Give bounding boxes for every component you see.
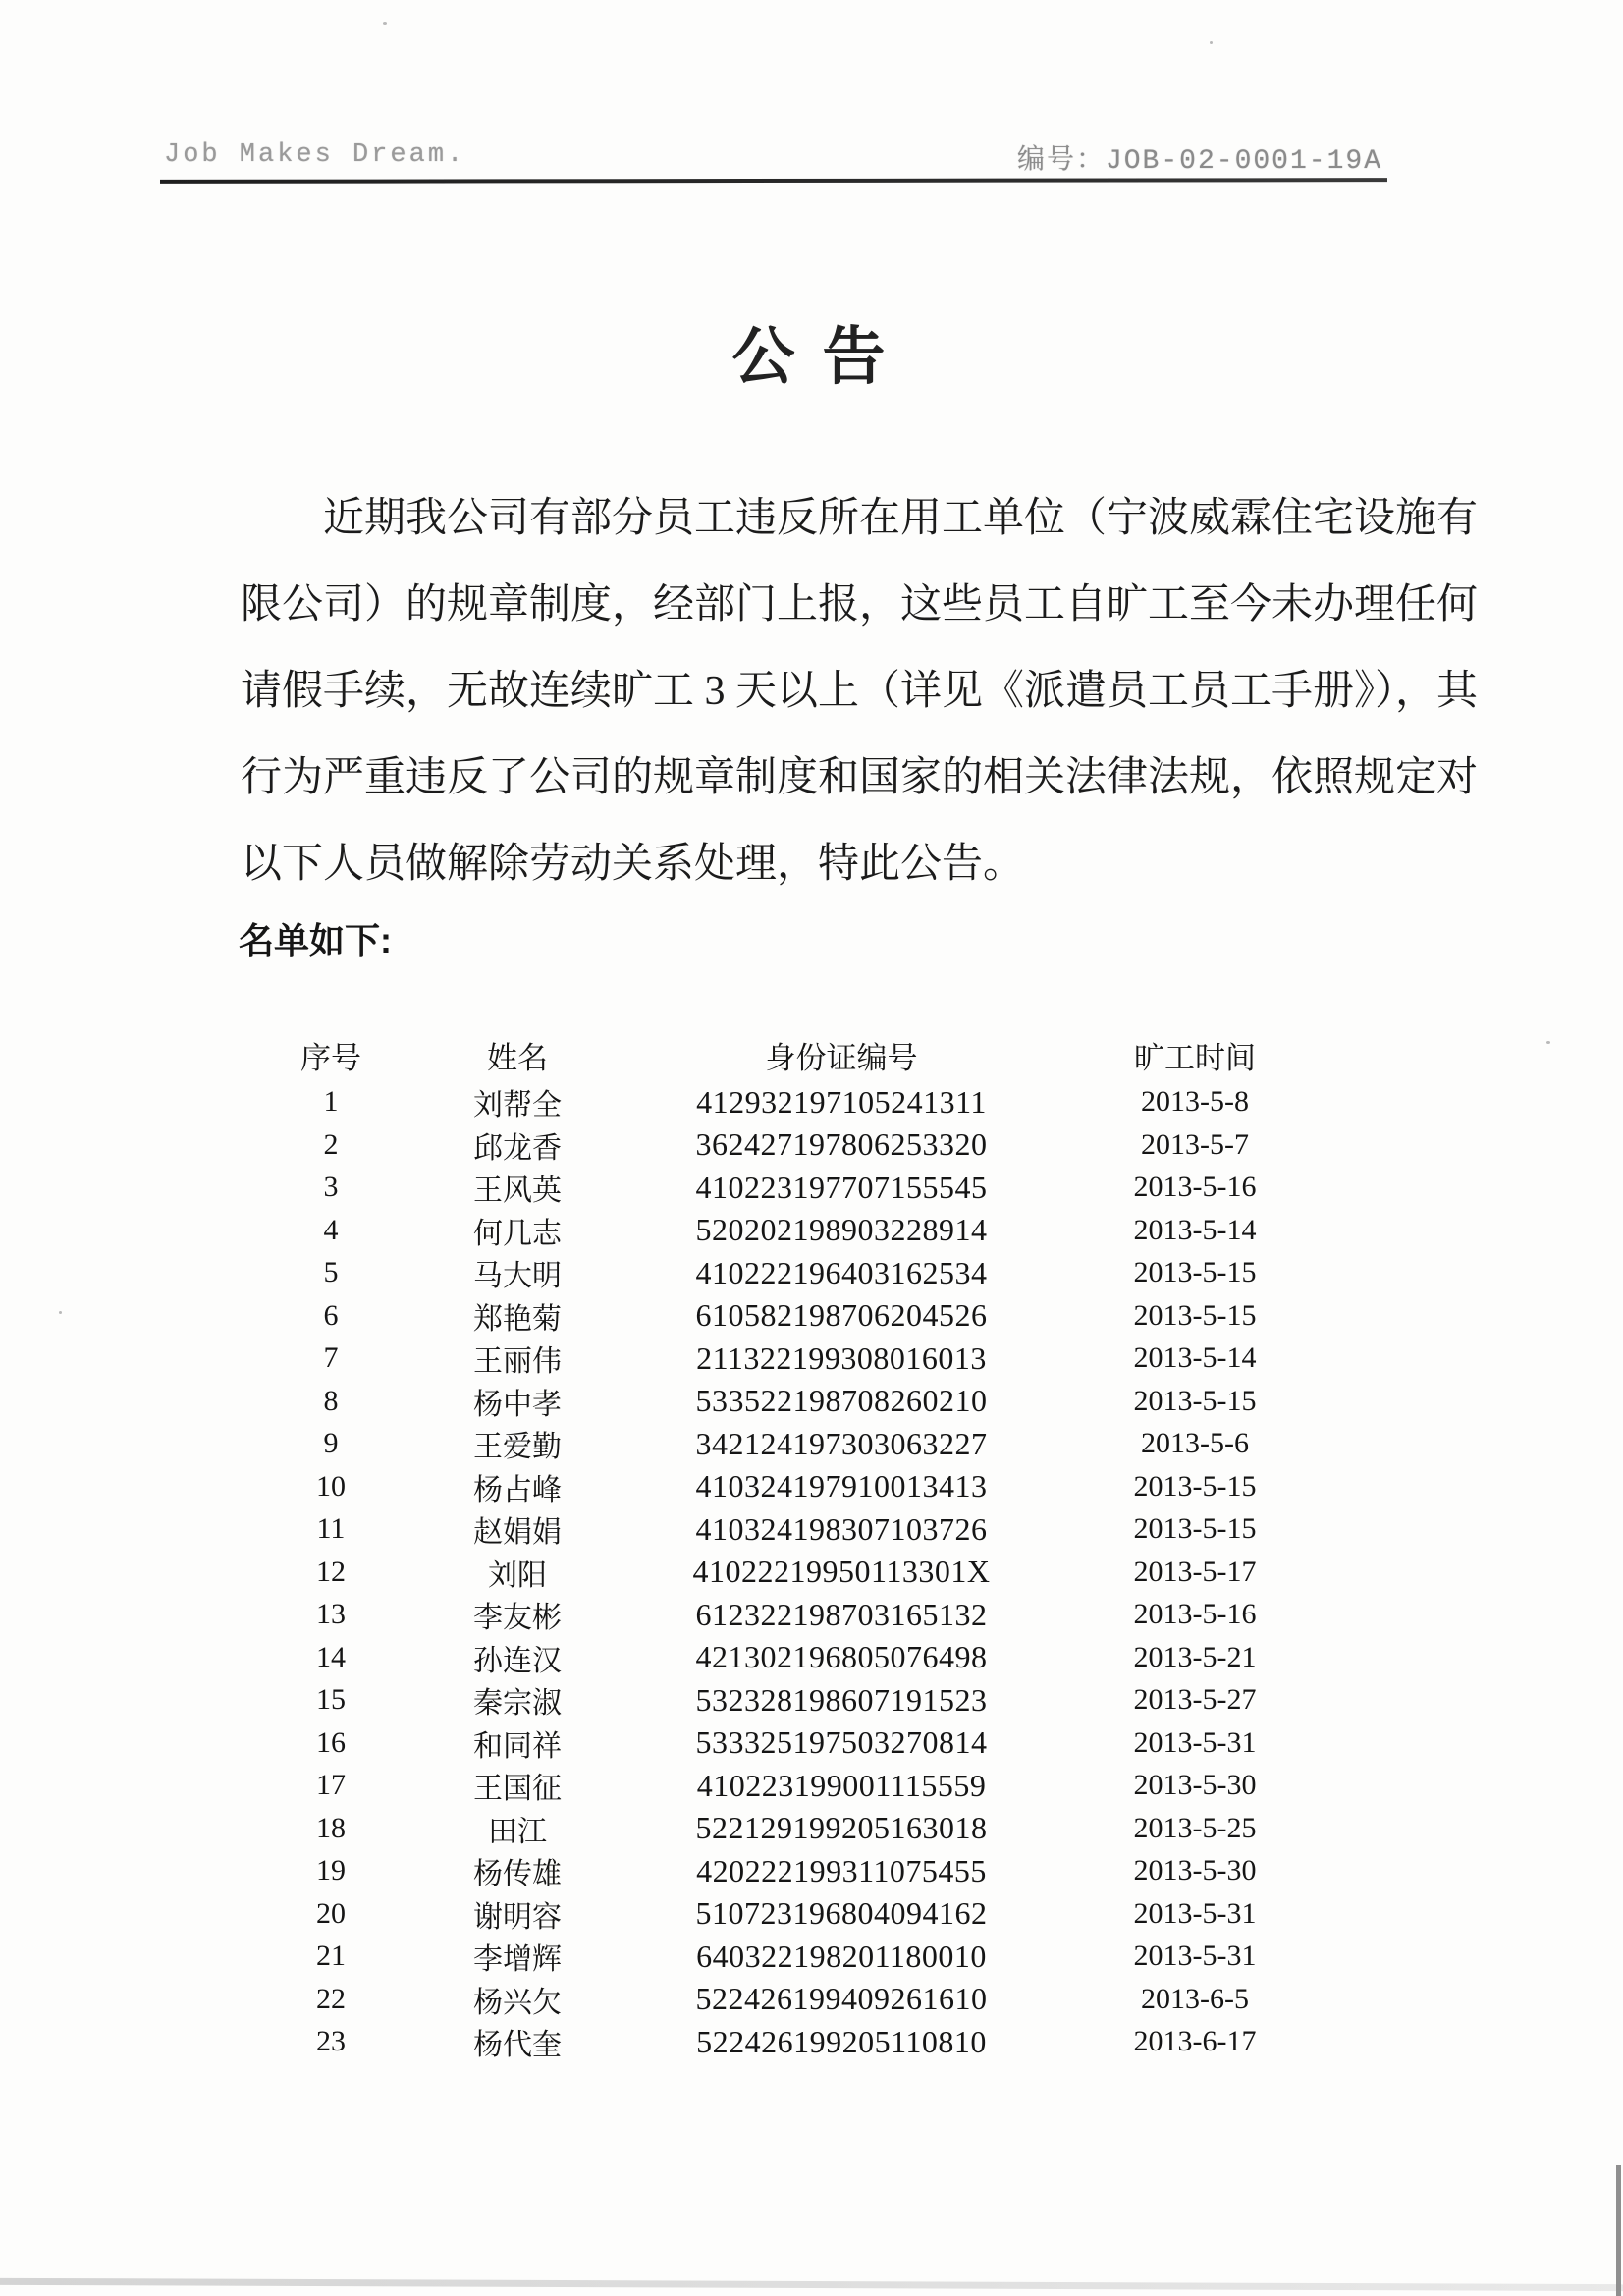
table-row [247,1507,1327,1551]
table-row [247,1251,1327,1294]
roster-list-label: 名单如下: [239,920,392,960]
row-absence-date: 2013-5-25 [1133,1811,1257,1844]
row-employee-name: 杨兴欠 [473,1986,562,2019]
row-employee-name: 王丽伟 [473,1345,562,1378]
column-header-absence-date: 旷工时间 [1134,1040,1256,1075]
row-index: 21 [316,1940,346,1972]
row-index: 17 [316,1769,346,1801]
row-id-number: 41022219950113301X [692,1554,991,1589]
row-absence-date: 2013-5-15 [1133,1512,1257,1545]
row-absence-date: 2013-5-8 [1141,1085,1249,1118]
table-row [247,1294,1327,1338]
row-employee-name: 田江 [488,1815,547,1848]
table-row [247,1764,1327,1807]
row-absence-date: 2013-5-6 [1141,1427,1249,1459]
table-row [247,1337,1327,1380]
row-id-number: 410223199001115559 [696,1767,987,1803]
row-index: 20 [316,1896,346,1930]
row-index: 7 [323,1341,339,1374]
row-index: 8 [323,1384,339,1417]
table-row [247,1551,1327,1594]
roster-table-body [247,1080,1327,2063]
row-index: 19 [316,1854,346,1886]
row-employee-name: 秦宗淑 [473,1687,562,1720]
scan-edge-artifact-bottom [0,2278,1623,2291]
row-index: 15 [316,1683,346,1716]
row-employee-name: 何几志 [473,1217,562,1250]
company-slogan: Job Makes Dream. [164,140,466,170]
row-absence-date: 2013-5-14 [1133,1341,1257,1374]
row-employee-name: 孙连汉 [473,1644,562,1677]
row-index: 6 [323,1298,339,1332]
table-row [247,1380,1327,1423]
table-row [247,1166,1327,1209]
table-row [247,1209,1327,1252]
row-employee-name: 李友彬 [473,1602,562,1634]
table-row [247,1849,1327,1892]
row-index: 3 [323,1171,339,1203]
column-header-id-number: 身份证编号 [765,1040,918,1075]
scan-edge-artifact-right [1616,2165,1621,2296]
row-absence-date: 2013-5-31 [1133,1725,1257,1759]
row-employee-name: 杨代奎 [473,2029,562,2061]
row-id-number: 610582198706204526 [695,1297,988,1333]
roster-table-header [247,1029,1327,1080]
scan-speck [383,22,387,25]
row-employee-name: 赵娟娟 [473,1516,562,1549]
row-id-number: 342124197303063227 [695,1425,988,1461]
row-absence-date: 2013-6-17 [1133,2025,1257,2057]
row-absence-date: 2013-5-15 [1133,1298,1257,1332]
row-employee-name: 杨占峰 [473,1473,562,1506]
row-employee-name: 王爱勤 [473,1431,562,1463]
row-id-number: 410223197707155545 [695,1169,988,1205]
row-id-number: 522426199409261610 [695,1981,988,2016]
body-line: 以下人员做解除劳动关系处理，特此公告。 [241,842,1025,887]
row-id-number: 510723196804094162 [695,1895,988,1931]
row-employee-name: 王国征 [473,1773,562,1805]
row-absence-date: 2013-5-21 [1133,1640,1257,1673]
row-employee-name: 王风英 [473,1175,562,1207]
row-id-number: 533522198708260210 [695,1383,988,1418]
row-index: 1 [323,1085,339,1118]
page-title: 公 告 [731,322,892,392]
row-employee-name: 李增辉 [473,1943,562,1976]
row-absence-date: 2013-5-15 [1133,1469,1257,1503]
table-row [247,1080,1327,1123]
row-id-number: 410222196403162534 [695,1254,988,1290]
header-divider [160,178,1387,184]
table-row [247,1465,1327,1508]
row-absence-date: 2013-6-5 [1141,1982,1249,2015]
table-row [247,2020,1327,2063]
row-absence-date: 2013-5-16 [1133,1598,1257,1630]
row-id-number: 640322198201180010 [696,1938,987,1974]
row-index: 12 [316,1555,346,1588]
row-id-number: 612322198703165132 [695,1596,988,1632]
row-id-number: 522426199205110810 [696,2023,987,2059]
body-line: 行为严重违反了公司的规章制度和国家的相关法律法规，依照规定对 [241,755,1479,800]
row-index: 13 [316,1598,346,1630]
row-id-number: 533325197503270814 [695,1724,988,1760]
row-absence-date: 2013-5-15 [1133,1256,1257,1288]
row-absence-date: 2013-5-16 [1133,1171,1257,1203]
row-absence-date: 2013-5-30 [1133,1854,1257,1886]
table-row [247,1123,1327,1167]
scan-speck [59,1311,62,1314]
row-absence-date: 2013-5-17 [1133,1555,1257,1588]
row-index: 14 [316,1640,346,1673]
row-absence-date: 2013-5-14 [1133,1213,1257,1246]
notice-body [241,475,1479,907]
row-employee-name: 刘帮全 [473,1089,562,1121]
row-employee-name: 谢明容 [473,1900,562,1934]
table-row [247,1807,1327,1850]
table-row [247,1678,1327,1722]
row-id-number: 420222199311075455 [696,1852,987,1888]
row-id-number: 520202198903228914 [695,1212,988,1247]
row-index: 18 [316,1811,346,1844]
scan-speck [1210,41,1213,44]
scan-speck [1546,1041,1550,1044]
row-id-number: 522129199205163018 [695,1810,988,1845]
row-index: 2 [323,1127,339,1161]
table-row [247,1978,1327,2021]
row-id-number: 421302196805076498 [695,1639,988,1674]
row-employee-name: 马大明 [473,1260,562,1292]
row-index: 23 [316,2025,346,2057]
row-id-number: 211322199308016013 [696,1339,987,1376]
row-index: 10 [316,1469,346,1503]
table-row [247,1892,1327,1936]
column-header-index: 序号 [300,1040,361,1075]
table-row [247,1935,1327,1978]
row-absence-date: 2013-5-30 [1133,1769,1257,1801]
row-employee-name: 和同祥 [473,1729,562,1763]
row-index: 4 [323,1213,339,1246]
roster-table [247,1029,1327,2063]
row-index: 22 [316,1982,346,2015]
table-row [247,1593,1327,1636]
row-id-number: 412932197105241311 [696,1083,987,1120]
row-index: 5 [323,1256,339,1288]
row-index: 9 [323,1427,339,1459]
row-absence-date: 2013-5-31 [1133,1896,1257,1930]
row-employee-name: 郑艳菊 [473,1302,562,1336]
row-absence-date: 2013-5-7 [1141,1127,1249,1161]
row-absence-date: 2013-5-31 [1133,1940,1257,1972]
column-header-name: 姓名 [487,1040,548,1075]
body-line: 请假手续，无故连续旷工 3 天以上（详见《派遣员工员工手册》），其 [241,669,1479,714]
row-employee-name: 杨传雄 [473,1858,562,1890]
document-number: 编号：JOB-02-0001-19A [1016,146,1382,177]
row-id-number: 410324197910013413 [695,1468,988,1503]
row-employee-name: 刘阳 [488,1558,547,1592]
table-row [247,1422,1327,1465]
row-absence-date: 2013-5-27 [1133,1683,1257,1716]
row-employee-name: 杨中孝 [473,1388,562,1421]
row-id-number: 532328198607191523 [695,1681,988,1718]
row-absence-date: 2013-5-15 [1133,1384,1257,1417]
row-id-number: 362427197806253320 [695,1126,988,1162]
body-line: 限公司）的规章制度，经部门上报，这些员工自旷工至今未办理任何 [241,582,1479,628]
row-id-number: 410324198307103726 [695,1510,988,1547]
row-employee-name: 邱龙香 [473,1131,562,1165]
body-line: 近期我公司有部分员工违反所在用工单位（宁波威霖住宅设施有 [323,496,1479,541]
table-row [247,1636,1327,1679]
row-index: 16 [316,1725,346,1759]
row-index: 11 [316,1512,346,1545]
table-row [247,1722,1327,1765]
